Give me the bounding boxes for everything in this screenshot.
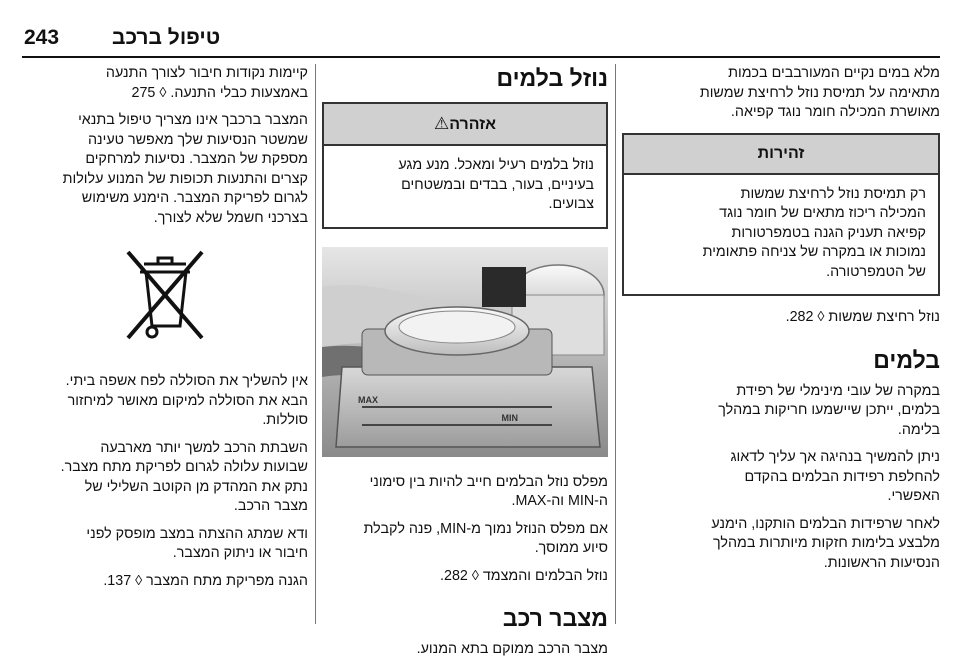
danger-heading: אזהרה⚠ [324,104,606,146]
intro-paragraph: מלא במים נקיים המעורבבים בכמות מתאימה על תמיסת נוזל לרחיצת שמשות מאושרת המכילה חומר נוגד קפיאה. [699,65,940,120]
battery-location-text: מצבר הרכב ממוקם בתא המנוע. [416,641,608,657]
fluid-level-paragraph: מפלס נוזל הבלמים חייב להיות בין סימוני ה-MIN וה-MAX. [369,473,608,509]
battery-maintenance-paragraph: המצבר ברכבך אינו מצריך טיפול בתנאי שמשטר הנסיעות שלך מאפשר טעינה מספקת של המצבר. נסיעות למרחקים קצרים והתנעות תכופות של המנוע עלולות לגרום לפריקת המצבר. הימנע משימוש בצרכני חשמל שלא לצורך. [62,112,308,226]
column-divider [615,64,616,624]
min-mark-label: MIN [501,412,518,423]
page-number: 243 [24,26,60,49]
fluid-reference: נוזל הבלמים והמצמד ◊ 282. [440,567,608,584]
ignition-paragraph: ודא שמתג ההצתה במצב מופסק לפני חיבור או ניתוק המצבר. [86,525,308,561]
column-divider [315,64,316,624]
discharge-protection-reference: הגנה מפריקת מתח המצבר ◊ 137. [103,572,308,589]
danger-text: נוזל בלמים רעיל ומאכל. מנע מגע בעיניים, בעור, בבדים ובמשטחים צבועים. [398,157,594,212]
caution-text: רק תמיסת נוזל לרחיצת שמשות המכילה ריכוז מתאים של חומר נוגד קפיאה תעניק הגנה בטמפרטורות נמוכות או במקרה של צניחה פתאומית של הטמפרטורה. [702,185,926,280]
battery-heading: מצבר רכב [502,605,608,631]
caution-box [622,133,940,297]
warning-triangle-icon: ⚠ [433,114,450,133]
section-title: טיפול ברכב [112,26,221,49]
washer-fluid-reference: נוזל רחיצת שמשות ◊ 282. [785,309,940,325]
right-column [622,64,940,581]
brakes-paragraph: במקרה של עובי מינימלי של רפידת בלמים, ייתכן שיישמעו חריקות במהלך בלימה. [718,382,940,438]
jump-start-paragraph: קיימות נקודות חיבור לצורך התנעה באמצעות כבלי התנעה. ◊ 275 [105,65,308,101]
fluid-low-paragraph: אם מפלס הנוזל נמוך מ-MIN, פנה לקבלת סיוע ממוסך. [363,520,608,556]
left-column [22,64,308,599]
brake-fluid-reservoir-photo [322,247,608,457]
crossed-out-wheelie-bin-icon [118,242,212,348]
brakes-paragraph: ניתן להמשיך בנהיגה אך עליך לדאוג להחלפת רפידות הבלמים בהקדם האפשרי. [730,449,940,504]
page-header [0,0,960,48]
brake-fluid-heading: נוזל בלמים [496,65,608,91]
header-rule [22,56,940,58]
disposal-paragraph: אין להשליך את הסוללה לפח אשפה ביתי. הבא את הסוללה למיקום מאושר למיחזור סוללות. [65,373,308,428]
max-mark-label: MAX [358,394,378,405]
brakes-heading: בלמים [873,346,940,373]
brakes-paragraph: לאחר שרפידות הבלמים הותקנו, הימנע מלבצע בלימות חזקות מיותרות במהלך הנסיעות הראשונות. [711,515,940,571]
danger-box [322,102,608,229]
caution-heading: זהירות [624,135,938,175]
storage-paragraph: השבתת הרכב למשך יותר מארבעה שבועות עלולה לגרום לפריקת מתח מצבר. נתק את המהדק מן הקוטב השלילי של מצבר הרכב. [60,439,308,514]
middle-column [322,64,608,668]
